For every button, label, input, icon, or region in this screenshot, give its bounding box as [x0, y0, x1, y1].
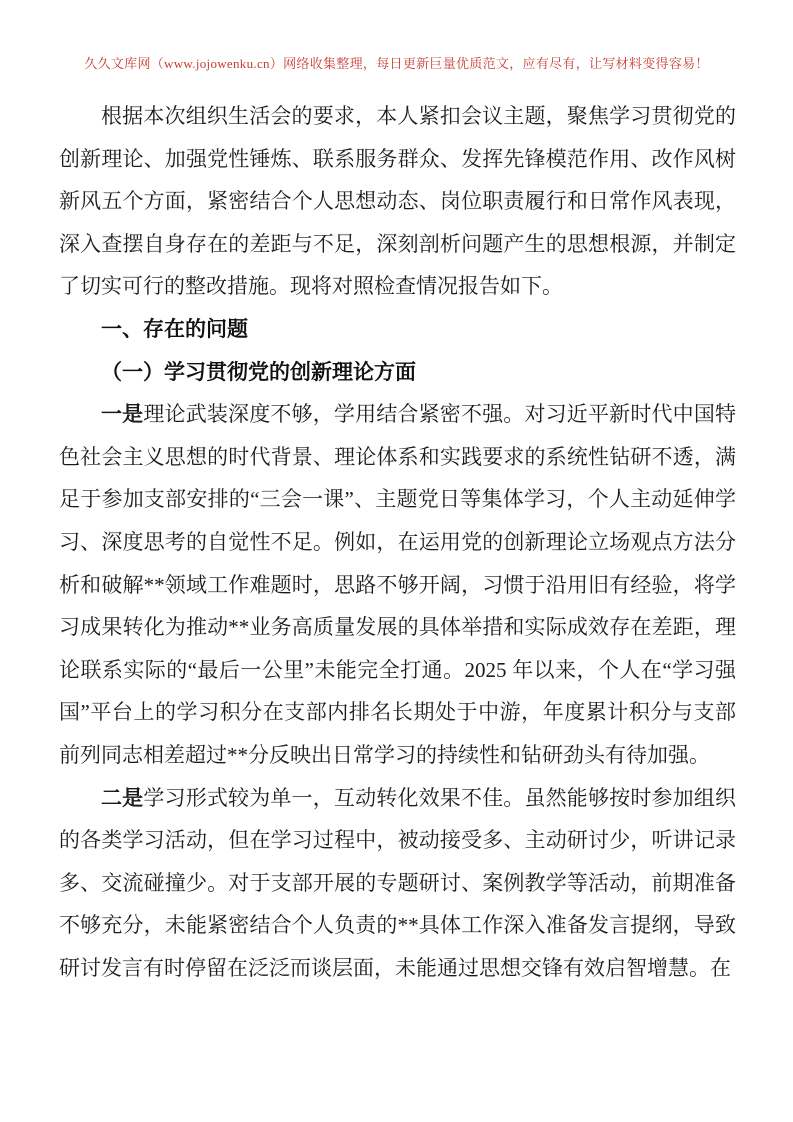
issue-2-text: 学习形式较为单一，互动转化效果不佳。虽然能够按时参加组织的各类学习活动，但在学习过程中，被动接受多、主动研讨少，听讲记录多、交流碰撞少。对于支部开展的专题研讨、案例教学等活动，前期准备不够充分，未能紧密结合个人负责的**具体工作深入准备发言提纲，导致研讨发言有时停留在泛泛而谈层面，未能通过思想交锋有效启智增慧。在	[59, 785, 737, 980]
site-watermark-notice: 久久文库网（www.jojowenku.cn）网络收集整理，每日更新巨量优质范文，应有尽有，让写材料变得容易！	[84, 56, 709, 71]
issue-2-lead: 二是	[101, 785, 144, 810]
section-heading-problems: 一、存在的问题	[101, 316, 248, 341]
issue-1-lead: 一是	[101, 402, 144, 427]
intro-paragraph: 根据本次组织生活会的要求，本人紧扣会议主题，聚焦学习贯彻党的创新理论、加强党性锤炼、联系服务群众、发挥先锋模范作用、改作风树新风五个方面，紧密结合个人思想动态、岗位职责履行和日常作风表现，深入查摆自身存在的差距与不足，深刻剖析问题产生的思想根源，并制定了切实可行的整改措施。现将对照检查情况报告如下。	[59, 104, 736, 299]
issue-1-text: 理论武装深度不够，学用结合紧密不强。对习近平新时代中国特色社会主义思想的时代背景、理论体系和实践要求的系统性钻研不透，满足于参加支部安排的“三会一课”、主题党日等集体学习，个人主动延伸学习、深度思考的自觉性不足。例如，在运用党的创新理论立场观点方法分析和破解**领域工作难题时，思路不够开阔，习惯于沿用旧有经验，将学习成果转化为推动**业务高质量发展的具体举措和实际成效存在差距，理论联系实际的“最后一公里”未能完全打通。2025 年以来，个人在“学习强国”平台上的学习积分在支部内排名长期处于中游，年度累计积分与支部前列同志相差超过**分反映出日常学习的持续性和钻研劲头有待加强。	[59, 402, 737, 767]
subsection-heading-theory-study: （一）学习贯彻党的创新理论方面	[101, 359, 416, 384]
issue-paragraph-1	[59, 393, 736, 776]
issue-paragraph-2	[59, 777, 736, 990]
document-body	[59, 95, 736, 989]
